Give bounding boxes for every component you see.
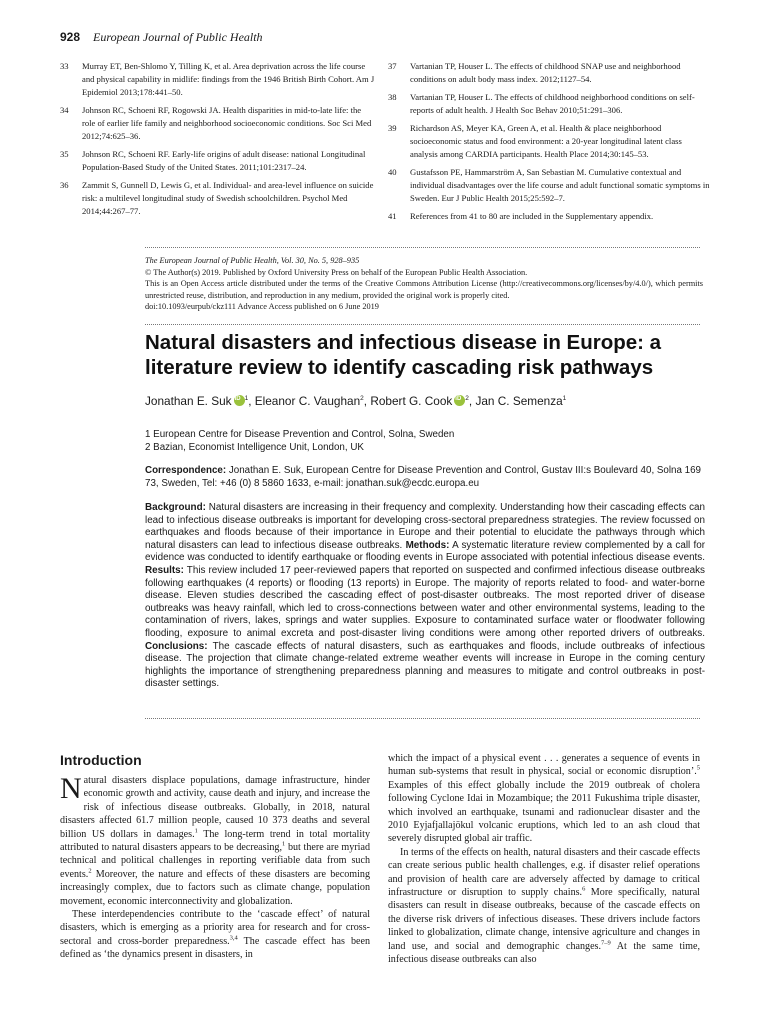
citation-doi: doi:10.1093/eurpub/ckz111 Advance Access published on 6 June 2019 [145,302,379,312]
affiliation-2: 2 Bazian, Economist Intelligence Unit, London, UK [145,442,364,453]
reference-item [60,148,376,174]
author-name: , Robert G. Cook [363,394,453,408]
orcid-icon[interactable] [454,395,465,406]
abstract-results: This review included 17 peer-reviewed papers that reported on suspected and confirmed infectious disease outbreaks following earthquakes (4 reports) or flooding (13 reports) in Europe. The majority of reports related to food- and water-borne disease. Eleven studies described the cascading effect of post-disaster outbreaks. The most reported driver of disease outbreaks was heavy rainfall, which led to cross-connections between water and other environmental systems, leading to the contamination of rivers, lakes, springs and water supplies. Exposure to contaminated surface water or floodwater following flooding, exposure to animal excreta and post-disaster living conditions were among other reported drivers of outbreaks. [145,564,705,639]
reference-item [60,60,376,99]
section-heading-introduction: Introduction [60,752,142,768]
body-column-right [388,752,700,967]
author-list [145,394,566,408]
correspondence-text: Jonathan E. Suk, European Centre for Disease Prevention and Control, Gustav III:s Boulevard 40, Solna 169 73, Sweden, Tel: +46 (0) 8 5860 1633, e-mail: jonathan.suk@ecdc.europa.eu [145,465,702,489]
reference-number: 41 [388,211,397,221]
reference-item [388,122,710,161]
orcid-icon[interactable] [234,395,245,406]
text-run: In terms of the effects on health, natural disasters and their cascade effects can create serious public health challenges, e.g. if disaster relief operations and provision of health care are adversely affected by damage to critical infrastructure or disruption to supply chains. [388,846,700,899]
citation-license: This is an Open Access article distributed under the terms of the Creative Commons Attribution License (http://creativecommons.org/licenses/by/4.0/), which permits unrestricted reuse, distribution, and reproduction in any medium, provided the original work is properly cited. [145,279,703,300]
page-number: 928 [60,30,81,44]
correspondence-label: Correspondence: [145,465,227,476]
reference-text: Johnson RC, Schoeni RF. Early-life origins of adult disease: national Longitudinal Population-Based Study of the United States. 2011;101:2317–24. [82,149,366,172]
reference-item [60,104,376,143]
paragraph [60,908,370,962]
text-run: which the impact of a physical event . . . generates a sequence of events in human sub-systems that result in physical, social or economic disruption’. [388,753,700,778]
reference-item [60,179,376,218]
text-run: More specifically, natural disasters can result in disease outbreaks, because of the cascade effects on the diverse risk drivers of infectious diseases. These drivers include factors linked to globalization, climate change, intensive agriculture and changes in land use, and social and demographic changes. [388,887,700,952]
paragraph [60,774,370,908]
body-column-left [60,774,370,962]
abstract-methods: A systematic literature review complemented by a call for evidence was conducted to identify earthquake or flooding events in Europe associated with potential infectious disease events. [145,539,705,564]
reference-number: 40 [388,167,397,177]
affiliation-1: 1 European Centre for Disease Prevention and Control, Solna, Sweden [145,429,455,440]
running-header [60,30,263,45]
reference-number: 38 [388,92,397,102]
text-run: Examples of this effect globally include the 2019 outbreak of cholera following Cyclone Idai in Mozambique; the 2011 Fukushima triple disaster, which involved an earthquake, tsunami and radionuclear disaster and the 2010 Eyjafjallajökul volcanic eruptions, which led to an ash cloud that severely disrupted global air traffic. [388,779,700,845]
abstract [145,502,705,691]
citation-block [145,255,703,313]
references-right-column [388,60,710,228]
reference-text: References from 41 to 80 are included in the Supplementary appendix. [410,211,654,221]
text-run: At the same time, infectious disease outbreaks can also [388,940,700,966]
divider-abstract [145,718,700,719]
reference-number: 34 [60,105,69,115]
reference-number: 36 [60,180,69,190]
text-run: but there are myriad technical and political challenges in reporting verifiable data from such events. [60,842,370,880]
divider-top [145,247,700,248]
citation-marker: 1 [282,840,286,848]
journal-name: European Journal of Public Health [93,30,263,44]
text-run: The long-term trend in total mortality attributed to natural disasters appears to be decreasing, [60,828,370,854]
text-run: These interdependencies contribute to the ‘cascade effect’ of natural disasters, which is emerging as a priority area for research and for cross-sectoral and cross-border preparedness. [60,909,370,947]
abstract-conclusions-label: Conclusions: [145,640,208,652]
reference-item [388,60,710,86]
correspondence [145,464,705,490]
reference-number: 39 [388,123,397,133]
author-name: , Eleanor C. Vaughan [248,394,361,408]
divider-citation [145,324,700,325]
reference-item [388,91,710,117]
citation-marker: 7–9 [601,939,611,947]
article-title: Natural disasters and infectious disease in Europe: a literature review to identify cascading risk pathways [145,331,662,379]
reference-item [388,166,710,205]
drop-cap: N [60,772,82,805]
citation-marker: 2 [88,867,92,875]
citation-marker: 6 [582,885,586,893]
affiliation-marker: 2 [360,395,364,403]
reference-text: Richardson AS, Meyer KA, Green A, et al. Health & place neighborhood socioeconomic status and food environment: a 20-year longitudinal latent class analysis among CARDIA participants. Health Place 2014;30:145–53. [410,123,682,159]
abstract-results-label: Results: [145,564,184,576]
reference-text: Murray ET, Ben-Shlomo Y, Tilling K, et al. Area deprivation across the life course and physical capability in midlife: findings from the 1946 British Birth Cohort. Am J Epidemiol 2013;178:441–50. [82,61,375,97]
abstract-methods-label: Methods: [405,539,450,551]
reference-text: Johnson RC, Schoeni RF, Rogowski JA. Health disparities in mid-to-late life: the role of earlier life family and neighborhood socioeconomic conditions. Soc Sci Med 2012;74:625–36. [82,105,372,141]
text-run: atural disasters displace populations, damage infrastructure, hinder economic growth and activity, cause death and injury, and increase the risk of infectious disease outbreaks. Globally, in 2018, natural disasters affected 61.7 million people, caused 10 373 deaths and several billion US dollars in damages. [60,775,370,840]
references-left-column [60,60,376,223]
author-name: Jonathan E. Suk [145,394,232,408]
reference-text: Vartanian TP, Houser L. The effects of childhood SNAP use and neighborhood conditions on adult body mass index. 2012;1127–54. [410,61,681,84]
abstract-background: Natural disasters are increasing in their frequency and complexity. Understanding how their cascading effects can lead to infectious disease outbreaks is important for developing cross-sectoral preparedness strategies. The review focussed on earthquakes and floods because of their importance in Europe and their potential to elucidate the pathways through which natural disasters can lead to infectious disease outbreaks. [145,502,705,551]
paragraph [388,752,700,846]
citation-marker: 1 [194,827,198,835]
abstract-conclusions: The cascade effects of natural disasters, such as earthquakes and floods, include outbreaks of infectious disease. The projection that climate change-related extreme weather events will increase in Europe in the coming century highlights the importance of strengthening preparedness planning and measures to mitigate and control outbreaks in post-disaster settings. [145,640,705,690]
text-run: Moreover, the nature and effects of these disasters are becoming increasingly complex, due to factors such as climate change, population movement, economic interconnectivity and globalization. [60,868,370,907]
reference-text: Zammit S, Gunnell D, Lewis G, et al. Individual- and area-level influence on suicide risk: a multilevel longitudinal study of Swedish schoolchildren. Psychol Med 2014;44:267–77. [82,180,374,216]
reference-number: 37 [388,61,397,71]
reference-number: 35 [60,149,69,159]
reference-text: Vartanian TP, Houser L. The effects of childhood neighborhood conditions on self-reports of adult health. J Health Soc Behav 2010;51:291–306. [410,92,695,115]
author-name: , Jan C. Semenza [468,394,563,408]
citation-marker: 5 [696,765,700,773]
citation-copyright: © The Author(s) 2019. Published by Oxford University Press on behalf of the European Public Health Association. [145,267,528,277]
reference-item [388,210,710,223]
reference-text: Gustafsson PE, Hammarström A, San Sebastian M. Cumulative contextual and individual disadvantages over the life course and adult functional somatic symptoms in Sweden. Eur J Public Health 2015;25:592–7. [410,167,710,203]
citation-marker: 3,4 [229,934,238,942]
affiliation-marker: 2 [465,395,469,403]
paragraph [388,846,700,967]
text-run: The cascade effect has been defined as ‘the dynamics present in disasters, in [60,935,370,961]
reference-number: 33 [60,61,69,71]
affiliation-marker: 1 [244,395,249,403]
affiliations [145,428,454,454]
citation-journal-volume: The European Journal of Public Health, Vol. 30, No. 5, 928–935 [145,256,360,265]
abstract-background-label: Background: [145,502,206,513]
affiliation-marker: 1 [562,395,567,403]
